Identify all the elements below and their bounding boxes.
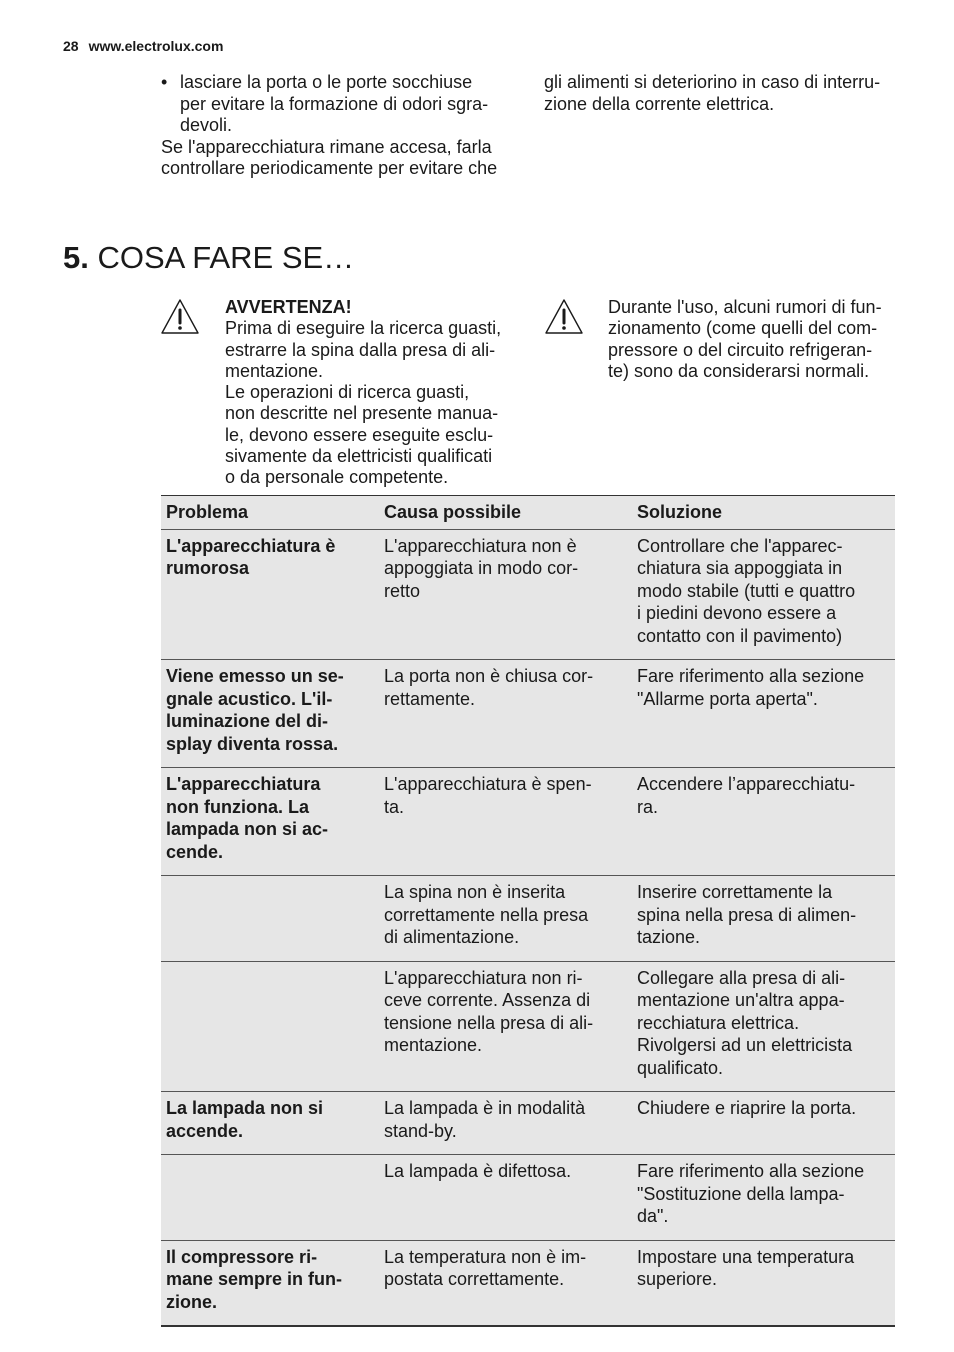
cell-cause — [379, 876, 632, 962]
cell-line: Accendere l’apparecchiatu- — [637, 774, 856, 794]
warning-triangle-icon — [160, 298, 200, 336]
text-line: controllare periodicamente per evitare che — [161, 158, 498, 178]
cell-line: La porta non è chiusa cor- — [384, 666, 594, 686]
cell-problem — [161, 529, 379, 660]
table-header-row — [161, 496, 895, 530]
text-line: devoli. — [180, 115, 233, 135]
cell-line: zione. — [166, 1291, 218, 1312]
table-row — [161, 876, 895, 962]
cell-cause — [379, 1240, 632, 1326]
cell-line: spina nella presa di alimen- — [637, 904, 857, 925]
cell-solution — [632, 961, 895, 1092]
intro-bullet-text — [180, 72, 521, 137]
cell-line: luminazione del di- — [166, 711, 329, 731]
section-title — [63, 238, 354, 278]
cell-line: lampada non si ac- — [166, 819, 329, 839]
cell-line: L'apparecchiatura non è — [384, 535, 577, 556]
warning-line: zionamento (come quelli del com- — [608, 318, 878, 339]
intro-paragraph — [161, 137, 521, 180]
cell-solution — [632, 1092, 895, 1155]
cell-line: mentazione. — [384, 1035, 483, 1055]
cell-line: cende. — [166, 841, 224, 862]
warning-line: mentazione. — [225, 360, 324, 381]
cell-line: L'apparecchiatura non ri- — [384, 967, 583, 988]
cell-line: correttamente nella presa — [384, 904, 589, 925]
intro-right-column — [544, 72, 904, 115]
text-line: per evitare la formazione di odori sgra- — [180, 93, 489, 114]
cell-line: La spina non è inserita — [384, 882, 566, 902]
cell-line: Inserire correttamente la — [637, 882, 833, 902]
cell-solution — [632, 1155, 895, 1241]
table-row — [161, 768, 895, 876]
warning-right-text — [608, 297, 908, 382]
cell-line: ta. — [384, 796, 405, 817]
text-line: zione della corrente elettrica. — [544, 93, 775, 114]
cell-line: La lampada è in modalità — [384, 1098, 586, 1118]
cell-problem — [161, 961, 379, 1092]
cell-solution — [632, 529, 895, 660]
header-problem: Problema — [161, 496, 379, 530]
text-line: gli alimenti si deteriorino in caso di interru- — [544, 72, 881, 92]
bullet-marker: • — [161, 72, 168, 92]
cell-cause — [379, 768, 632, 876]
cell-line: Chiudere e riaprire la porta. — [637, 1098, 857, 1118]
text-line: lasciare la porta o le porte socchiuse — [180, 72, 473, 92]
cell-line: "Sostituzione della lampa- — [637, 1183, 845, 1204]
header-cause: Causa possibile — [379, 496, 632, 530]
warning-line: Prima di eseguire la ricerca guasti, — [225, 318, 502, 339]
page-number: 28 — [63, 38, 79, 54]
header-solution: Soluzione — [632, 496, 895, 530]
cell-line: rettamente. — [384, 688, 476, 709]
cell-problem — [161, 1240, 379, 1326]
warning-left-text — [225, 297, 525, 489]
warning-line: non descritte nel presente manua- — [225, 403, 499, 424]
cell-line: qualificato. — [637, 1057, 724, 1078]
cell-line: L'apparecchiatura — [166, 774, 321, 794]
warning-title: AVVERTENZA! — [225, 297, 352, 317]
warning-line: le, devono essere eseguite esclu- — [225, 424, 494, 445]
cell-problem — [161, 1092, 379, 1155]
page-header — [63, 38, 223, 54]
cell-line: mane sempre in fun- — [166, 1269, 343, 1289]
cell-line: Rivolgersi ad un elettricista — [637, 1035, 853, 1055]
cell-line: retto — [384, 580, 421, 601]
section-title-text: COSA FARE SE… — [97, 240, 355, 275]
cell-line: i piedini devono essere a — [637, 603, 837, 623]
warning-line: estrarre la spina dalla presa di ali- — [225, 339, 496, 360]
warning-triangle-icon — [544, 298, 584, 336]
cell-solution — [632, 1240, 895, 1326]
cell-line: Controllare che l'apparec- — [637, 535, 843, 556]
warning-line: sivamente da elettricisti qualificati — [225, 446, 493, 467]
website-link[interactable]: www.electrolux.com — [88, 38, 224, 54]
cell-line: chiatura sia appoggiata in — [637, 558, 843, 578]
table-row — [161, 660, 895, 768]
cell-line: rumorosa — [166, 558, 250, 578]
cell-line: Viene emesso un se- — [166, 666, 344, 686]
cell-line: da". — [637, 1206, 669, 1226]
cell-line: accende. — [166, 1120, 244, 1141]
cell-problem — [161, 660, 379, 768]
cell-line: L'apparecchiatura è — [166, 535, 336, 556]
cell-line: Fare riferimento alla sezione — [637, 666, 865, 686]
cell-line: Il compressore ri- — [166, 1246, 318, 1267]
cell-line: appoggiata in modo cor- — [384, 558, 579, 578]
table-row — [161, 961, 895, 1092]
cell-line: gnale acustico. L'il- — [166, 688, 333, 709]
troubleshooting-table — [161, 495, 895, 1327]
cell-line: di alimentazione. — [384, 927, 520, 947]
cell-problem — [161, 768, 379, 876]
cell-line: L'apparecchiatura è spen- — [384, 774, 592, 794]
cell-line: contatto con il pavimento) — [637, 625, 843, 646]
cell-solution — [632, 876, 895, 962]
cell-cause — [379, 1155, 632, 1241]
text-line: Se l'apparecchiatura rimane accesa, farla — [161, 136, 492, 157]
warning-line: pressore o del circuito refrigeran- — [608, 339, 873, 360]
warning-line: Durante l'uso, alcuni rumori di fun- — [608, 297, 882, 317]
cell-cause — [379, 529, 632, 660]
cell-line: postata correttamente. — [384, 1269, 565, 1289]
warning-line: Le operazioni di ricerca guasti, — [225, 382, 470, 403]
cell-line: La lampada è difettosa. — [384, 1161, 572, 1181]
table-row — [161, 529, 895, 660]
cell-line: tensione nella presa di ali- — [384, 1012, 594, 1033]
warning-line: o da personale competente. — [225, 467, 449, 488]
cell-line: modo stabile (tutti e quattro — [637, 580, 856, 601]
cell-line: non funziona. La — [166, 796, 309, 817]
cell-problem — [161, 1155, 379, 1241]
cell-line: Impostare una temperatura — [637, 1246, 855, 1267]
cell-line: La temperatura non è im- — [384, 1246, 587, 1267]
cell-line: La lampada non si — [166, 1098, 324, 1118]
cell-cause — [379, 660, 632, 768]
table-row — [161, 1240, 895, 1326]
intro-bullet-item — [161, 72, 521, 137]
cell-line: tazione. — [637, 927, 701, 947]
intro-left-column — [161, 72, 521, 180]
section-number: 5. — [63, 240, 89, 275]
warning-line: te) sono da considerarsi normali. — [608, 360, 870, 381]
cell-solution — [632, 768, 895, 876]
cell-solution — [632, 660, 895, 768]
cell-line: Fare riferimento alla sezione — [637, 1161, 865, 1181]
cell-problem — [161, 876, 379, 962]
cell-line: superiore. — [637, 1269, 718, 1289]
cell-line: Collegare alla presa di ali- — [637, 967, 846, 988]
cell-cause — [379, 961, 632, 1092]
table-row — [161, 1092, 895, 1155]
cell-line: mentazione un'altra appa- — [637, 990, 845, 1010]
cell-cause — [379, 1092, 632, 1155]
cell-line: "Allarme porta aperta". — [637, 688, 818, 709]
table-row — [161, 1155, 895, 1241]
cell-line: ra. — [637, 796, 659, 817]
cell-line: recchiatura elettrica. — [637, 1012, 800, 1033]
cell-line: ceve corrente. Assenza di — [384, 990, 591, 1010]
cell-line: splay diventa rossa. — [166, 733, 339, 754]
cell-line: stand-by. — [384, 1120, 457, 1141]
